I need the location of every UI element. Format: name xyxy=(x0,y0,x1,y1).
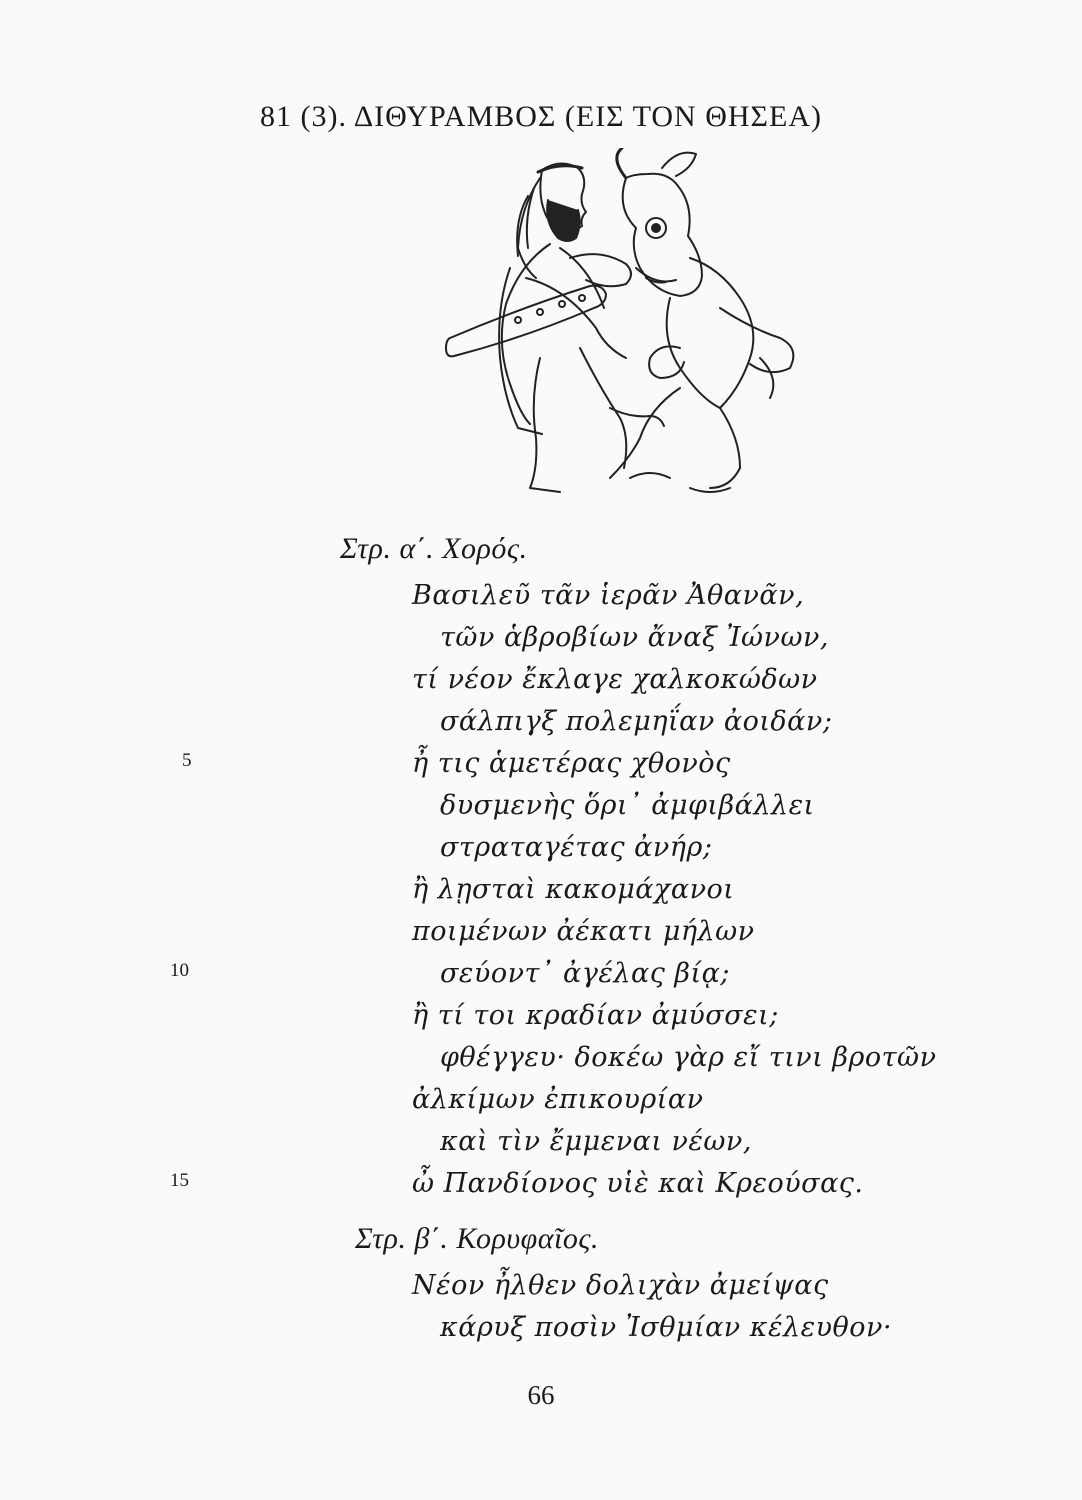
verse-line: ποιμένων ἀέκατι μήλων xyxy=(412,916,755,947)
verse-line: σεύοντ᾽ ἀγέλας βίᾳ; xyxy=(440,958,730,989)
strophe-b-heading: Στρ. β΄. Κορυφαῖος. xyxy=(355,1222,600,1255)
verse-line: ἀλκίμων ἐπικουρίαν xyxy=(412,1084,704,1115)
strophe-a-heading: Στρ. α΄. Χορός. xyxy=(340,532,528,565)
line-number: 15 xyxy=(170,1170,189,1191)
verse-line: δυσμενὴς ὅρι᾽ ἀμφιβάλλει xyxy=(440,790,815,821)
page-number: 66 xyxy=(527,1380,555,1410)
verse-line: ἦ τις ἁμετέρας χθονὸς xyxy=(412,748,731,779)
verse-line: τῶν ἁβροβίων ἄναξ Ἰώνων, xyxy=(440,622,829,653)
verse-line: τί νέον ἔκλαγε χαλκοκώδων xyxy=(412,664,818,695)
verse-line: σάλπιγξ πολεμηΐαν ἀοιδάν; xyxy=(440,706,833,737)
line-number: 5 xyxy=(182,750,192,771)
verse-line: στραταγέτας ἀνήρ; xyxy=(440,832,713,863)
line-number: 10 xyxy=(170,960,189,981)
verse-line: φθέγγευ· δοκέω γὰρ εἴ τινι βροτῶν xyxy=(440,1042,937,1073)
verse-line: ἢ λῃσταὶ κακομάχανοι xyxy=(412,874,735,905)
verse-line: ὦ Πανδίονος υἱὲ καὶ Κρεούσας. xyxy=(412,1168,864,1199)
verse-line: Νέον ἦλθεν δολιχὰν ἀμείψας xyxy=(412,1270,829,1301)
verse-line: κάρυξ ποσὶν Ἰσθμίαν κέλευθον· xyxy=(440,1312,893,1343)
poem-title: 81 (3). ΔΙΘΥΡΑΜΒΟΣ (ΕΙΣ ΤΟΝ ΘΗΣΕΑ) xyxy=(260,100,822,133)
verse-line: Βασιλεῦ τᾶν ἱερᾶν Ἀθανᾶν, xyxy=(412,580,805,611)
verse-line: καὶ τὶν ἔμμεναι νέων, xyxy=(440,1126,752,1157)
verse-line: ἢ τί τοι κραδίαν ἀμύσσει; xyxy=(412,1000,779,1031)
theseus-minotaur-vase-drawing-icon xyxy=(430,148,830,510)
